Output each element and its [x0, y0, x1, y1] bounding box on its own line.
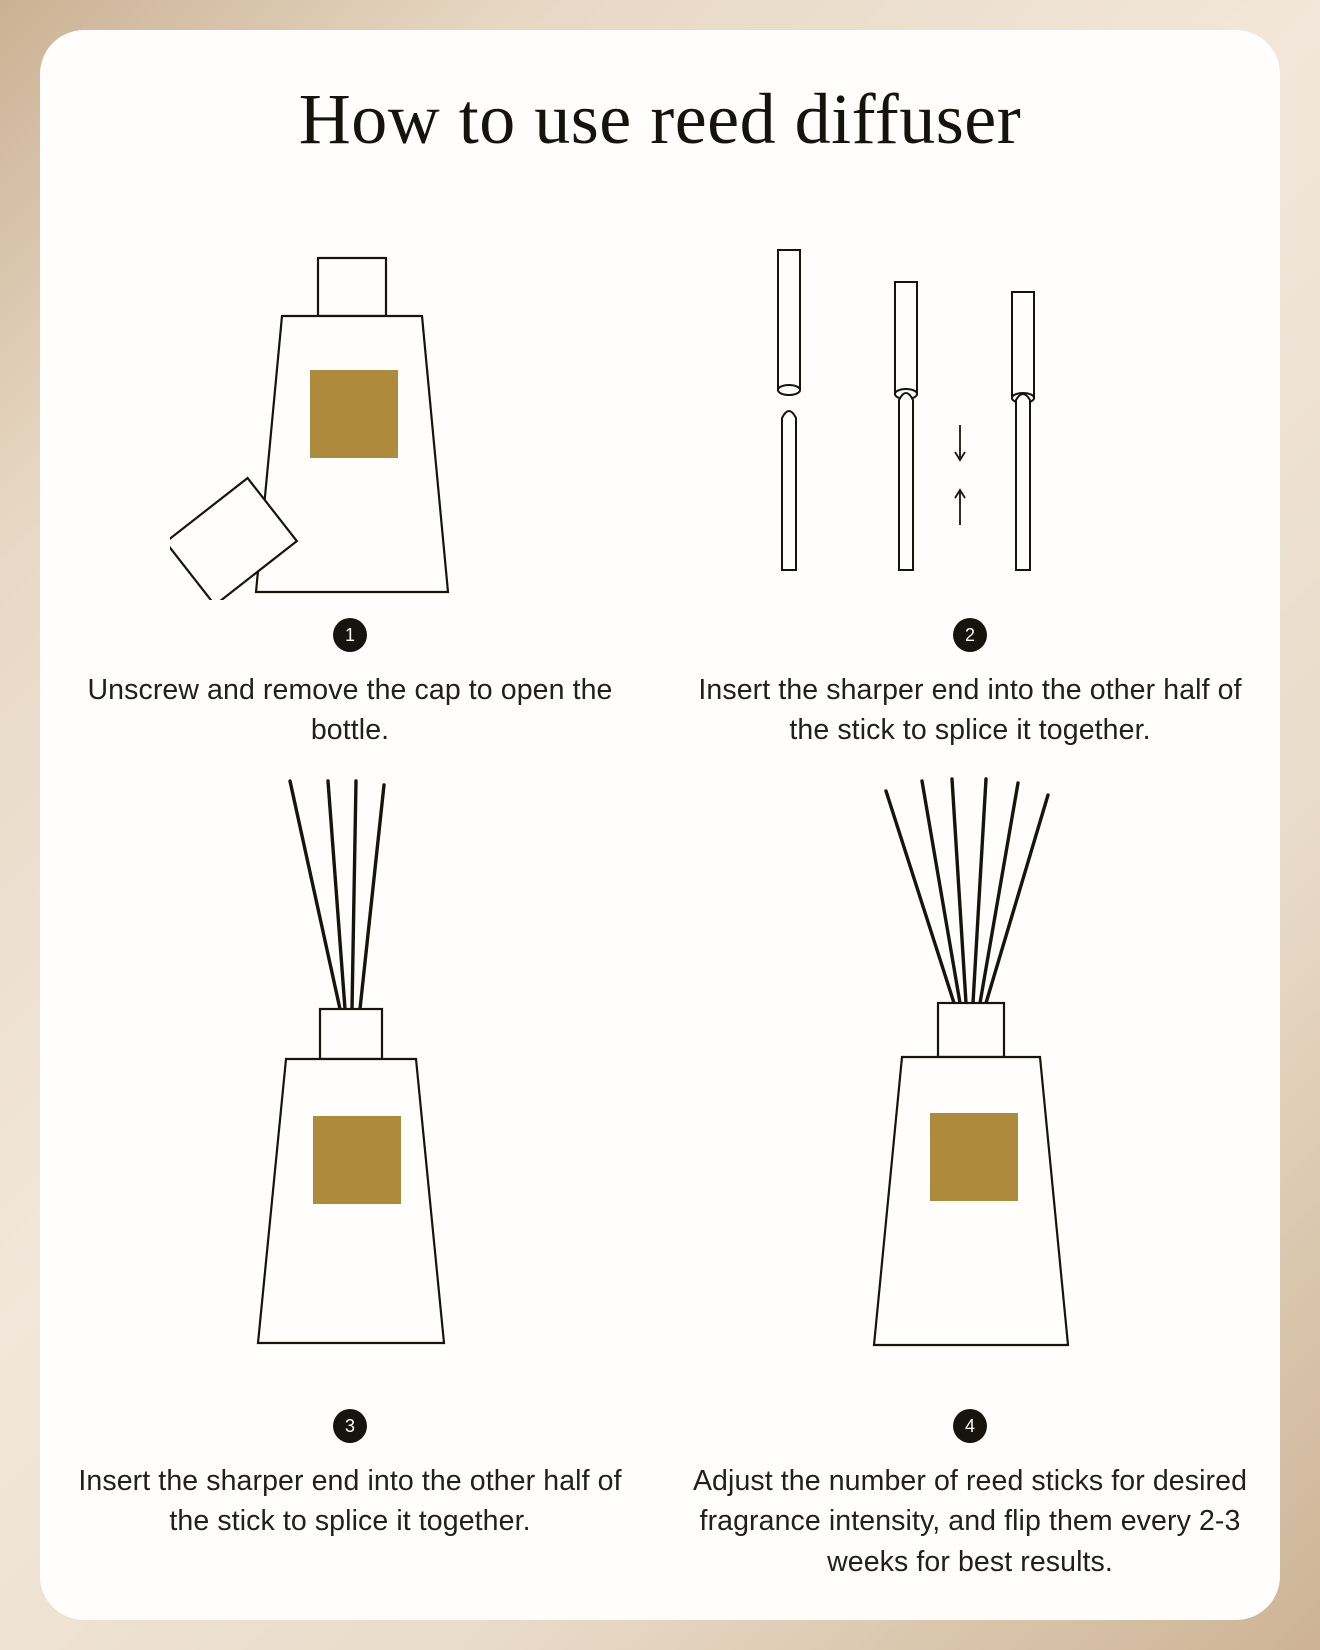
step-4-caption: Adjust the number of reed sticks for desired fragrance intensity, and flip them every 2-3 weeks for best results. — [692, 1464, 1248, 1578]
step-1-caption: Unscrew and remove the cap to open the bottle. — [87, 674, 613, 747]
step-1-number: 1 — [333, 618, 367, 652]
step-2-caption: Insert the sharper end into the other half of the stick to splice it together. — [698, 674, 1242, 747]
steps-grid — [40, 200, 1280, 1582]
step-3-number: 3 — [333, 1409, 367, 1443]
bottle-with-few-reeds-icon — [170, 771, 530, 1391]
step-3 — [40, 751, 660, 1582]
page-title: How to use reed diffuser — [298, 79, 1022, 159]
step-4-illustration — [790, 751, 1150, 1391]
step-3-illustration — [170, 751, 530, 1391]
step-2-illustration — [760, 200, 1180, 600]
step-3-caption: Insert the sharper end into the other half of the stick to splice it together. — [78, 1464, 622, 1538]
step-1-illustration — [170, 200, 530, 600]
reed-stick-splice-diagram-icon — [760, 240, 1180, 600]
step-1 — [40, 200, 660, 751]
step-4-number: 4 — [953, 1409, 987, 1443]
step-2 — [660, 200, 1280, 751]
bottle-with-many-reeds-icon — [790, 771, 1150, 1391]
step-4 — [660, 751, 1280, 1582]
bottle-with-removed-cap-icon — [170, 240, 530, 600]
instruction-card — [40, 30, 1280, 1620]
step-2-number: 2 — [953, 618, 987, 652]
